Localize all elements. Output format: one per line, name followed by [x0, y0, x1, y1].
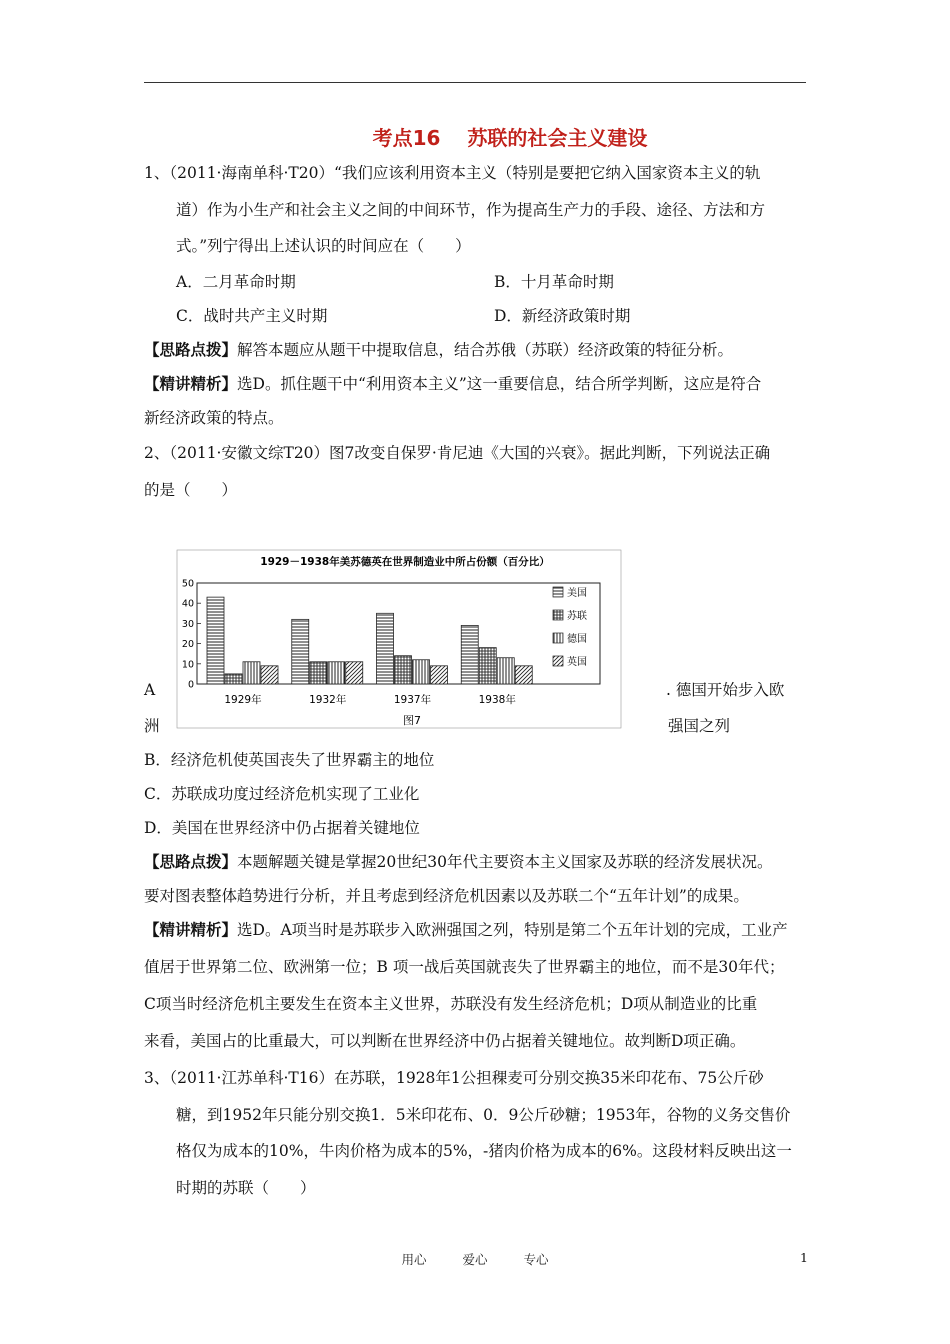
q2-option-a-right2: 强国之列 — [668, 717, 731, 735]
x-tick-label: 1937年 — [393, 694, 432, 706]
q2-option-c: C．苏联成功度过经济危机实现了工业化 — [144, 785, 420, 803]
q2-tip-label: 【思路点拨】 — [144, 852, 238, 871]
bar-德国-1937年 — [413, 660, 430, 684]
q2-option-a-right: . 德国开始步入欧 — [666, 681, 785, 699]
bar-英国-1932年 — [346, 662, 363, 684]
bar-苏联-1938年 — [479, 648, 496, 684]
q2-option-b: B．经济危机使英国丧失了世界霸主的地位 — [144, 751, 435, 769]
header-rule — [144, 82, 806, 83]
q1-analysis-label: 【精讲精析】 — [144, 374, 238, 393]
q2-analysis-line1 — [144, 920, 788, 940]
chart-figure — [175, 548, 623, 730]
bar-德国-1932年 — [328, 662, 345, 684]
q2-analysis-line4: 来看，美国占的比重最大，可以判断在世界经济中仍占据着关键地位。故判断D项正确。 — [144, 1032, 746, 1050]
bar-美国-1938年 — [461, 625, 478, 684]
footer-text-3: 专心 — [523, 1252, 549, 1267]
q1-analysis-line1 — [144, 374, 761, 394]
bar-英国-1937年 — [431, 666, 448, 684]
legend-swatch-德国 — [553, 633, 563, 643]
bar-chart — [175, 548, 623, 730]
q2-option-a-left: A — [144, 681, 156, 699]
q3-stem-line1: 3、（2011·江苏单科·T16）在苏联，1928年1公担稞麦可分别交换35米印花布、75公斤砂 — [144, 1069, 764, 1087]
bar-德国-1938年 — [497, 658, 514, 684]
x-tick-label: 1938年 — [478, 694, 516, 706]
footer-text-1: 用心 — [401, 1252, 427, 1267]
q1-stem-line2: 道）作为小生产和社会主义之间的中间环节，作为提高生产力的手段、途径、方法和方 — [176, 201, 766, 219]
bar-英国-1938年 — [515, 666, 532, 684]
q2-tip-text: 本题解题关键是掌握20世纪30年代主要资本主义国家及苏联的经济发展状况。 — [237, 853, 773, 871]
q1-option-a: A．二月革命时期 — [176, 273, 296, 291]
x-tick-label: 1932年 — [309, 694, 347, 706]
q1-stem-line3: 式。”列宁得出上述认识的时间应在（ ） — [176, 237, 471, 255]
q1-option-d: D．新经济政策时期 — [494, 307, 631, 325]
bar-美国-1929年 — [207, 597, 224, 684]
q1-option-c: C．战时共产主义时期 — [176, 307, 328, 325]
legend-swatch-美国 — [553, 587, 563, 597]
q2-analysis-label: 【精讲精析】 — [144, 920, 238, 939]
q3-stem-line4: 时期的苏联（ ） — [176, 1179, 316, 1197]
bar-英国-1929年 — [261, 666, 278, 684]
y-tick-label: 20 — [181, 639, 194, 651]
legend-swatch-苏联 — [553, 610, 563, 620]
chart-caption: 图7 — [403, 714, 421, 727]
legend-label-苏联: 苏联 — [567, 611, 587, 622]
y-tick-label: 50 — [181, 578, 194, 590]
q2-stem-line1: 2、（2011·安徽文综T20）图7改变自保罗·肯尼迪《大国的兴衰》。据此判断，下列说法正确 — [144, 444, 771, 462]
bar-美国-1932年 — [292, 619, 309, 684]
q1-tip-text: 解答本题应从题干中提取信息，结合苏俄（苏联）经济政策的特征分析。 — [237, 341, 734, 359]
legend-label-英国: 英国 — [567, 657, 587, 668]
q2-analysis-line2: 值居于世界第二位、欧洲第一位；B 项一战后英国就丧失了世界霸主的地位，而不是30年代； — [144, 958, 785, 976]
y-tick-label: 0 — [187, 679, 194, 691]
page-title: 考点16 苏联的社会主义建设 — [372, 126, 648, 150]
q2-stem-line2: 的是（ ） — [144, 481, 238, 499]
y-tick-label: 30 — [181, 618, 194, 630]
y-tick-label: 10 — [181, 659, 194, 671]
page-number: 1 — [800, 1250, 808, 1265]
q3-stem-line2: 糖，到1952年只能分别交换1．5米印花布、0．9公斤砂糖；1953年，谷物的义务交售价 — [176, 1106, 791, 1124]
y-tick-label: 40 — [181, 598, 194, 610]
q2-analysis-text: 选D。A项当时是苏联步入欧洲强国之列，特别是第二个五年计划的完成，工业产 — [237, 921, 788, 939]
x-tick-label: 1929年 — [224, 694, 262, 706]
q2-analysis-line3: C项当时经济危机主要发生在资本主义世界，苏联没有发生经济危机；D项从制造业的比重 — [144, 995, 758, 1013]
q1-analysis-text: 选D。抓住题干中“利用资本主义”这一重要信息，结合所学判断，这应是符合 — [237, 375, 762, 393]
bar-苏联-1929年 — [225, 674, 242, 684]
q1-tip-label: 【思路点拨】 — [144, 340, 238, 359]
legend-label-美国: 美国 — [567, 588, 587, 599]
q2-tip-line1 — [144, 852, 772, 872]
bar-德国-1929年 — [243, 662, 260, 684]
footer-text-2: 爱心 — [462, 1252, 488, 1267]
bar-苏联-1937年 — [395, 656, 412, 684]
q1-option-b: B．十月革命时期 — [494, 273, 614, 291]
bar-苏联-1932年 — [310, 662, 327, 684]
q3-stem-line3: 格仅为成本的10%，牛肉价格为成本的5%，-猪肉价格为成本的6%。这段材料反映出这一 — [176, 1142, 792, 1160]
chart-title: 1929－1938年美苏德英在世界制造业中所占份额（百分比） — [260, 556, 550, 568]
legend-swatch-英国 — [553, 656, 563, 666]
legend-label-德国: 德国 — [567, 634, 587, 645]
q1-tip — [144, 340, 733, 360]
q1-stem-line1: 1、（2011·海南单科·T20）“我们应该利用资本主义（特别是要把它纳入国家资本主义的轨 — [144, 164, 761, 182]
q1-analysis-line2: 新经济政策的特点。 — [144, 409, 284, 427]
q2-option-d: D．美国在世界经济中仍占据着关键地位 — [144, 819, 420, 837]
q2-tip-line2: 要对图表整体趋势进行分析，并且考虑到经济危机因素以及苏联二个“五年计划”的成果。 — [144, 887, 749, 905]
q2-option-a-left2: 洲 — [144, 717, 160, 735]
bar-美国-1937年 — [377, 613, 394, 684]
